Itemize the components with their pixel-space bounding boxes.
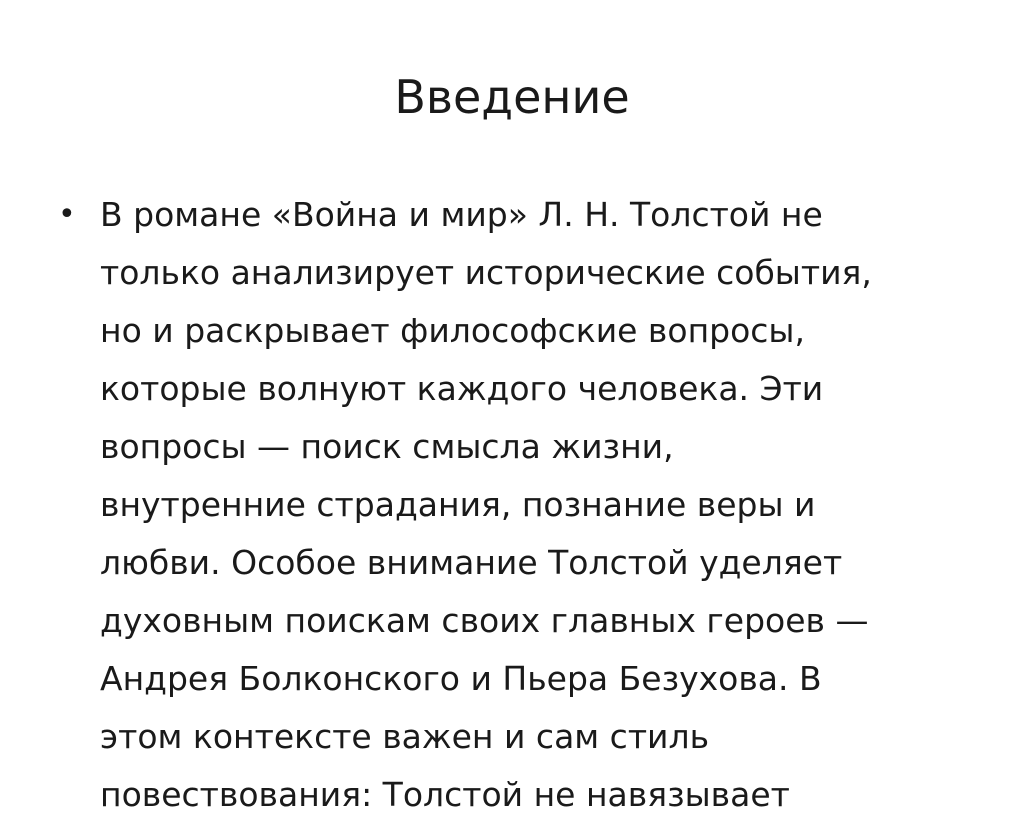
bullet-text-line: но и раскрывает философские вопросы, (100, 311, 805, 350)
bullet-item (56, 186, 976, 824)
bullet-text (100, 186, 976, 824)
bullet-text-line: которые волнуют каждого человека. Эти (100, 369, 824, 408)
bullet-text-line: В романе «Война и мир» Л. Н. Толстой не (100, 195, 823, 234)
bullet-text-line: только анализирует исторические события, (100, 253, 872, 292)
bullet-text-line: вопросы — поиск смысла жизни, (100, 427, 674, 466)
bullet-text-line: любви. Особое внимание Толстой уделяет (100, 543, 843, 582)
bullet-text-line: повествования: Толстой не навязывает (100, 775, 790, 814)
bullet-text-line: духовным поискам своих главных героев — (100, 601, 869, 640)
bullet-text-line: этом контексте важен и сам стиль (100, 717, 710, 756)
bullet-marker: • (58, 197, 76, 232)
bullet-text-line: внутренние страдания, познание веры и (100, 485, 816, 524)
bullet-text-line: Андрея Болконского и Пьера Безухова. В (100, 659, 822, 698)
slide-title: Введение (394, 70, 630, 124)
bullet-list (56, 186, 976, 824)
